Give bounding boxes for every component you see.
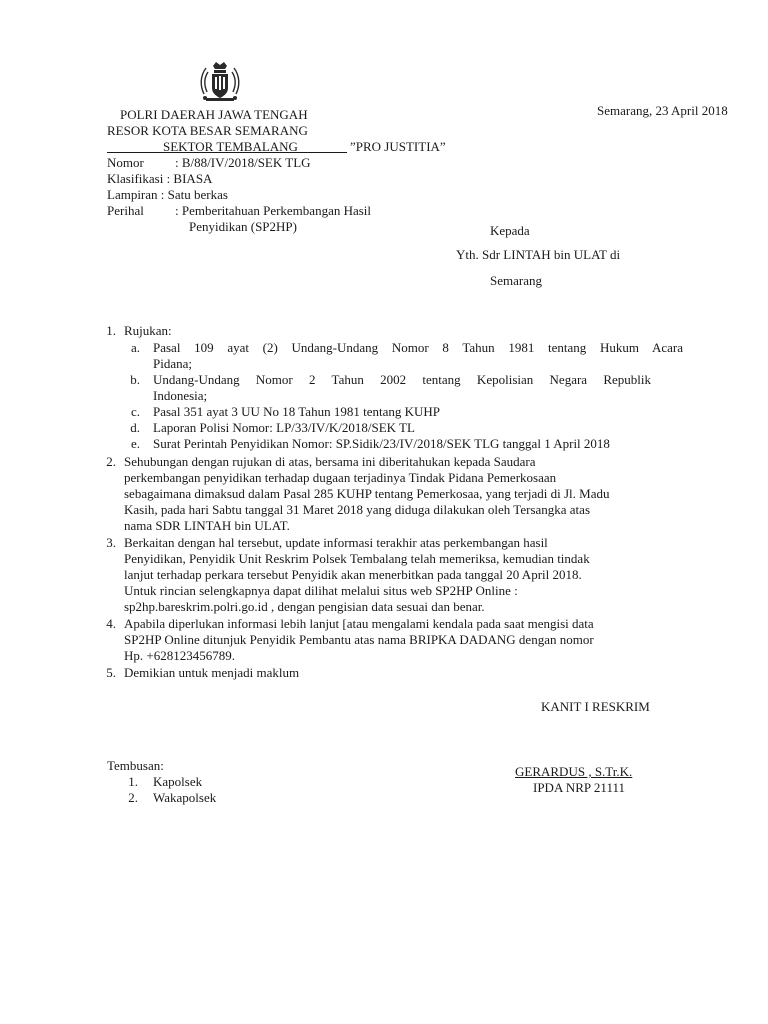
item-3-line: Untuk rincian selengkapnya dapat dilihat melalui situs web SP2HP Online : <box>124 583 518 598</box>
item-5-text: Demikian untuk menjadi maklum <box>124 665 300 680</box>
item-3-line: Penyidikan, Penyidik Unit Reskrim Polsek Tembalang telah memeriksa, kemudian tindak <box>124 551 590 566</box>
item-4-number: 4. <box>106 616 116 631</box>
item-3-number: 3. <box>106 535 116 550</box>
item-5-number: 5. <box>106 665 116 680</box>
org-name-line2: RESOR KOTA BESAR SEMARANG <box>107 123 308 138</box>
perihal-value-line1: : Pemberitahuan Perkembangan Hasil <box>175 203 372 218</box>
item-2-line: sebagaimana dimaksud dalam Pasal 285 KUHP tentang Pemerkosaa, yang terjadi di Jl. Madu <box>124 486 610 501</box>
cc-item-number: 2. <box>128 790 138 805</box>
item-4-line: Apabila diperlukan informasi lebih lanjut [atau mengalami kendala pada saat mengisi data <box>124 616 594 631</box>
signature-rank: IPDA NRP 21111 <box>533 780 625 795</box>
klasifikasi: Klasifikasi : BIASA <box>107 171 213 186</box>
item-3-line: lanjut terhadap perkara tersebut Penyidik akan menerbitkan pada tanggal 20 April 2018. <box>124 567 582 582</box>
item-4-line: SP2HP Online ditunjuk Penyidik Pembantu atas nama BRIPKA DADANG dengan nomor <box>124 632 594 647</box>
ref-c-letter: c. <box>130 404 140 419</box>
signature-name: GERARDUS , S.Tr.K. <box>515 764 633 779</box>
item-2-line: Sehubungan dengan rujukan di atas, bersama ini diberitahukan kepada Saudara <box>124 454 536 469</box>
recipient-name: Yth. Sdr LINTAH bin ULAT di <box>456 247 621 262</box>
org-name-line3: SEKTOR TEMBALANG <box>163 139 298 154</box>
org-name-line1: POLRI DAERAH JAWA TENGAH <box>120 107 308 122</box>
ref-e-letter: e. <box>130 436 140 451</box>
ref-a-line2: Pidana; <box>153 356 192 371</box>
item-2-number: 2. <box>106 454 116 469</box>
item-4-line: Hp. +628123456789. <box>124 648 235 663</box>
pro-justitia: ”PRO JUSTITIA” <box>350 139 446 154</box>
place-date: Semarang, 23 April 2018 <box>597 103 728 118</box>
perihal-label: Perihal <box>107 203 144 218</box>
cc-item-number: 1. <box>128 774 138 789</box>
cc-item-text: Wakapolsek <box>153 790 217 805</box>
ref-e-line1: Surat Perintah Penyidikan Nomor: SP.Sidik/23/IV/2018/SEK TLG tanggal 1 April 2018 <box>153 436 610 451</box>
ref-b-line1: Undang-Undang Nomor 2 Tahun 2002 tentang Kepolisian Negara Republik <box>153 372 651 387</box>
item-3-line: sp2hp.bareskrim.polri.go.id , dengan pengisian data sesuai dan benar. <box>124 599 485 614</box>
ref-c-line1: Pasal 351 ayat 3 UU No 18 Tahun 1981 tentang KUHP <box>153 404 440 419</box>
item-2-line: nama SDR LINTAH bin ULAT. <box>124 518 290 533</box>
ref-a-line1: Pasal 109 ayat (2) Undang-Undang Nomor 8 Tahun 1981 tentang Hukum Acara <box>153 340 683 355</box>
item-2-line: perkembangan penyidikan terhadap dugaan terjadinya Tindak Pidana Pemerkosaan <box>124 470 557 485</box>
lampiran: Lampiran : Satu berkas <box>107 187 228 202</box>
nomor-value: : B/88/IV/2018/SEK TLG <box>175 155 311 170</box>
cc-label: Tembusan: <box>107 758 164 773</box>
ref-d-letter: d. <box>130 420 140 435</box>
ref-b-letter: b. <box>130 372 140 387</box>
item-3-line: Berkaitan dengan hal tersebut, update informasi terakhir atas perkembangan hasil <box>124 535 548 550</box>
item-2-line: Kasih, pada hari Sabtu tanggal 31 Maret 2018 yang diduga dilakukan oleh Tersangka atas <box>124 502 591 517</box>
ref-d-line1: Laporan Polisi Nomor: LP/33/IV/K/2018/SEK TL <box>153 420 415 435</box>
nomor-label: Nomor <box>107 155 144 170</box>
ref-b-line2: Indonesia; <box>153 388 208 403</box>
item-1-number: 1. <box>106 323 116 338</box>
cc-item-text: Kapolsek <box>153 774 203 789</box>
recipient-city: Semarang <box>490 273 542 288</box>
polri-emblem-icon <box>196 58 244 106</box>
recipient-kepada: Kepada <box>490 223 530 238</box>
signature-title: KANIT I RESKRIM <box>541 699 650 714</box>
org-name-line3-underline <box>107 139 347 153</box>
perihal-value-line2: Penyidikan (SP2HP) <box>189 219 297 234</box>
item-1-title: Rujukan: <box>124 323 172 338</box>
ref-a-letter: a. <box>130 340 140 355</box>
